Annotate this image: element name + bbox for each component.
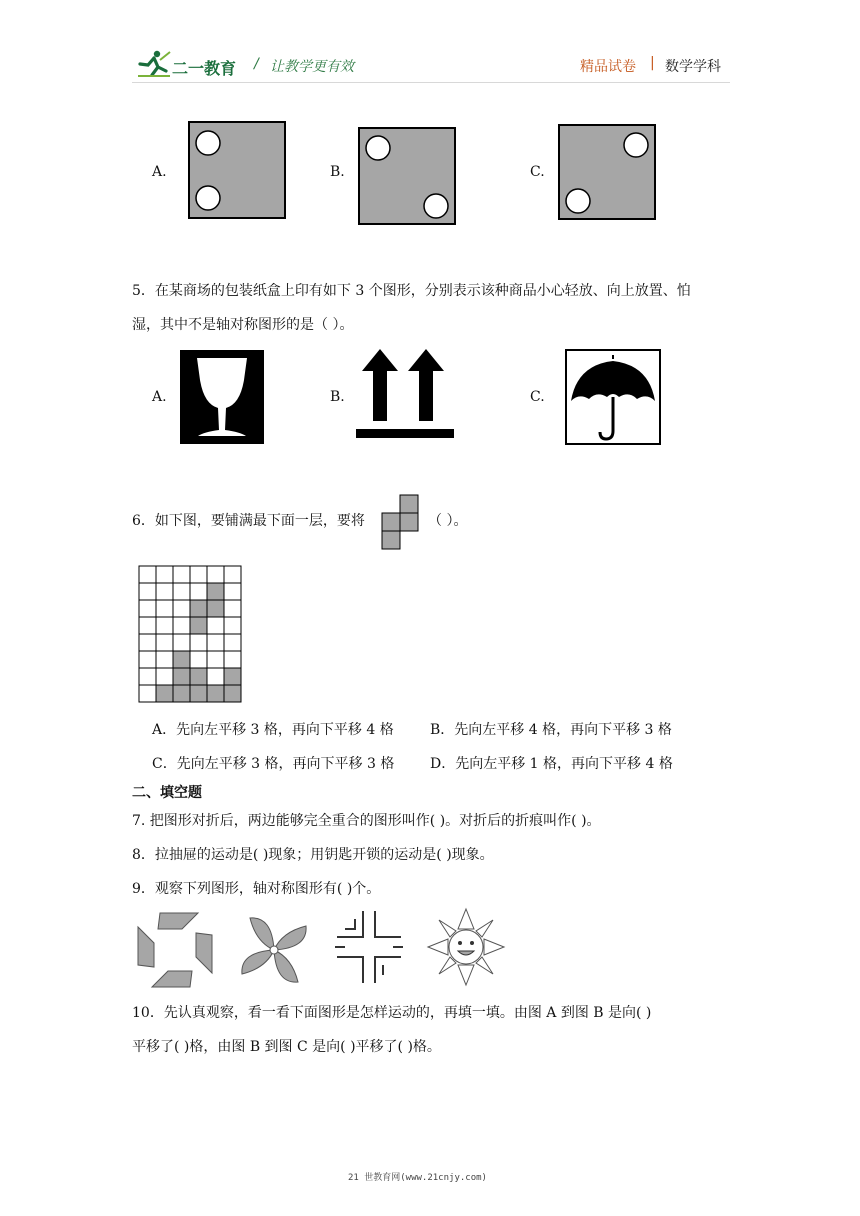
this-way-up-arrows-icon (356, 349, 454, 439)
q4-option-a-label: A. (152, 164, 167, 180)
grid-cell (156, 634, 173, 651)
grid-cell-shaded (190, 617, 207, 634)
grid-cell-shaded (173, 685, 190, 702)
grid-cell (190, 583, 207, 600)
grid-cell (173, 634, 190, 651)
grid-cell (224, 634, 241, 651)
grid-cell (156, 651, 173, 668)
grid-cell (156, 600, 173, 617)
q4-option-b-figure (358, 127, 456, 225)
section-title-fill-in: 二、填空题 (132, 785, 202, 801)
brand-logo-text: 二一教育 (172, 59, 237, 78)
grid-cell (207, 668, 224, 685)
grid-cell (139, 600, 156, 617)
page-footer: 21 世教育网(www.21cnjy.com) (348, 1173, 487, 1183)
grid-cell-shaded (224, 685, 241, 702)
q6-choice-d: D．先向左平移 1 格，再向下平移 4 格 (430, 756, 673, 772)
grid-cell (139, 583, 156, 600)
q5-option-c-label: C. (530, 389, 545, 405)
q4-option-c-figure (558, 124, 656, 220)
q5-option-a-label: A. (152, 389, 167, 405)
grid-cell-shaded (207, 583, 224, 600)
grid-cell-shaded (173, 668, 190, 685)
grid-cell-shaded (190, 600, 207, 617)
grid-cell (139, 668, 156, 685)
grid-cell-shaded (207, 600, 224, 617)
q4-option-a-figure (188, 121, 286, 219)
q8-stem: 8．拉抽屉的运动是( )现象；用钥匙开锁的运动是( )现象。 (132, 847, 494, 863)
sun-flower-figure (426, 907, 506, 987)
grid-cell-shaded (190, 685, 207, 702)
header-rule (132, 82, 730, 83)
grid-cell (224, 566, 241, 583)
grid-cell (173, 600, 190, 617)
q5-stem-line1: 5．在某商场的包装纸盒上印有如下 3 个图形，分别表示该种商品小心轻放、向上放置、怕 (132, 283, 691, 299)
brand-slogan: 让教学更有效 (270, 59, 354, 75)
grid-cell (207, 634, 224, 651)
header-divider: / (254, 56, 259, 72)
grid-cell (190, 651, 207, 668)
grid-cell-shaded (173, 651, 190, 668)
header-separator: | (650, 55, 655, 71)
grid-cell (156, 566, 173, 583)
q10-stem-line2: 平移了( )格，由图 B 到图 C 是向( )平移了( )格。 (132, 1039, 441, 1055)
q6-choice-a: A．先向左平移 3 格，再向下平移 4 格 (152, 722, 394, 738)
grid-cell-shaded (224, 668, 241, 685)
four-petal-propeller-figure (236, 912, 312, 988)
grid-cell (173, 583, 190, 600)
q5-option-b-label: B. (330, 389, 345, 405)
q9-stem: 9．观察下列图形，轴对称图形有( )个。 (132, 881, 381, 897)
q6-piece-figure (381, 494, 419, 550)
q6-stem-after: （ ）。 (428, 513, 468, 529)
grid-cell (173, 566, 190, 583)
grid-cell-shaded (207, 685, 224, 702)
grid-cell (190, 566, 207, 583)
grid-cell (173, 617, 190, 634)
grid-cell (156, 668, 173, 685)
grid-cell (139, 617, 156, 634)
q7-stem: 7. 把图形对折后，两边能够完全重合的图形叫作( )。对折后的折痕叫作( )。 (132, 813, 601, 829)
grid-cell (156, 583, 173, 600)
q6-tiling-grid (138, 565, 244, 705)
grid-cell (156, 617, 173, 634)
header-label: 精品试卷 (580, 59, 636, 75)
q6-stem-before: 6．如下图，要铺满最下面一层，要将 (132, 513, 365, 529)
grid-cell (224, 617, 241, 634)
grid-cell (139, 685, 156, 702)
grid-cell (224, 651, 241, 668)
q4-option-c-label: C. (530, 164, 545, 180)
q10-stem-line1: 10．先认真观察，看一看下面图形是怎样运动的，再填一填。由图 A 到图 B 是向( ) (132, 1005, 652, 1021)
grid-cell (207, 651, 224, 668)
keep-dry-umbrella-icon (565, 349, 661, 445)
fragile-glass-icon (180, 350, 264, 444)
grid-cell (139, 651, 156, 668)
grid-cell (207, 617, 224, 634)
grid-cell (139, 566, 156, 583)
grid-cell (190, 634, 207, 651)
runner-logo-icon (136, 50, 172, 78)
grid-cell-shaded (156, 685, 173, 702)
grid-cell-shaded (190, 668, 207, 685)
octagon-pinwheel-figure (136, 911, 214, 989)
grid-cell (207, 566, 224, 583)
crossroad-lines-figure (331, 909, 407, 985)
q4-option-b-label: B. (330, 164, 345, 180)
grid-cell (139, 634, 156, 651)
grid-cell (224, 600, 241, 617)
q6-choice-c: C．先向左平移 3 格，再向下平移 3 格 (152, 756, 395, 772)
header-subject: 数学学科 (665, 59, 721, 75)
q6-choice-b: B．先向左平移 4 格，再向下平移 3 格 (430, 722, 672, 738)
grid-cell (224, 583, 241, 600)
q5-stem-line2: 湿，其中不是轴对称图形的是（ ）。 (132, 317, 354, 333)
